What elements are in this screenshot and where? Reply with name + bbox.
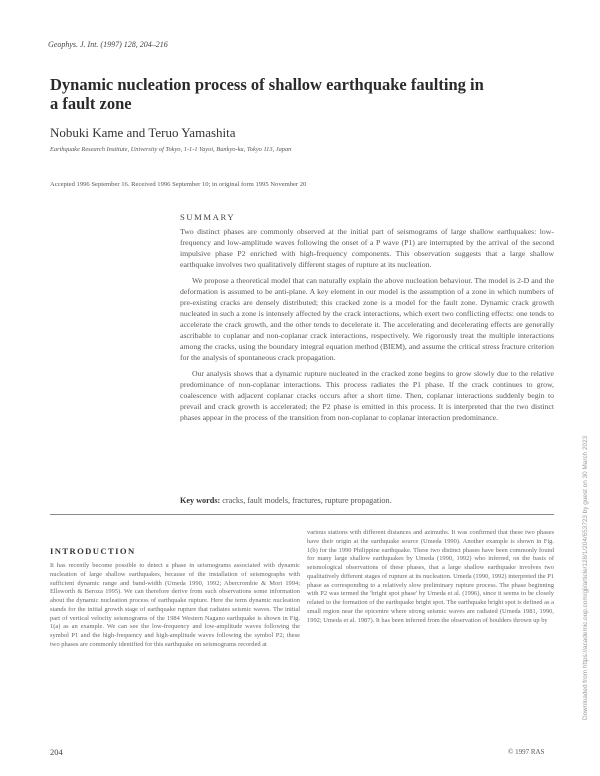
keywords-line xyxy=(180,496,554,505)
introduction-right-column xyxy=(307,529,554,625)
author-affiliation: Earthquake Research Institute, University of Tokyo, 1-1-1 Yayoi, Bunkyo-ku, Tokyo 113, Japan xyxy=(50,146,292,153)
summary-heading: SUMMARY xyxy=(180,212,236,222)
keywords-list: cracks, fault models, fractures, rupture propagation. xyxy=(222,496,392,505)
journal-reference: Geophys. J. Int. (1997) 128, 204–216 xyxy=(48,40,168,49)
article-authors: Nobuki Kame and Teruo Yamashita xyxy=(50,125,236,140)
download-watermark: Downloaded from https://academic.oup.com/gji/article/128/1/204/653723 by guest on 30 March 2023 xyxy=(582,435,589,720)
page-number: 204 xyxy=(50,747,63,757)
article-title: Dynamic nucleation process of shallow earthquake faulting in a fault zone xyxy=(50,75,484,113)
summary-paragraph: Our analysis shows that a dynamic rupture nucleated in the cracked zone begins to grow slowly due to the relative predominance of non-coplanar interactions. This process radiates the P1 phase. If the crack continues to grow, coalescence with adjacent coplanar cracks occurs after a short time. Then, coplanar interactions suddenly begin to prevail and crack growth is accelerated; the P2 phase is emitted in this process. It is interpreted that the two distinct phases appear in the process of the transition from non-coplanar to coplanar interaction predominance. xyxy=(180,369,554,422)
introduction-heading: INTRODUCTION xyxy=(50,546,136,556)
summary-body xyxy=(180,226,554,423)
introduction-paragraph: It has recently become possible to detect a phase in seismograms associated with dynamic nucleation of large shallow earthquakes, because of the installation of seismographs with sufficient dynamic range and band-width (Umeda 1990, 1992; Abercrombie & Mori 1994; Ellsworth & Beroza 1995). We can therefore derive from such observations some information about the dynamic nucleation process of earthquake rupture. Here the term dynamic nucleation stands for the initial growth stage of earthquake rupture that radiates seismic waves. The initial part of vertical velocity seismograms of the 1984 Western Nagano earthquake is shown in Fig. 1(a) as an example. We can see the low-frequency and low-amplitude waves following the symbol P1 and the high-frequency and high-amplitude waves following the symbol P2; these two phases are commonly identified for this earthquake on seismograms recorded at xyxy=(50,562,300,648)
introduction-paragraph: various stations with different distances and azimuths. It was confirmed that these two phases have their origin at the earthquake source (Umeda 1990). Another example is shown in Fig. 1(b) for the 1990 Philippine earthquake. These two distinct phases have been commonly found for many large shallow earthquakes by Umeda (1990, 1992) who inferred, on the basis of seismological observations of these phases, that a large shallow earthquake involves two qualitatively different stages of rupture at its nucleation. Umeda (1990, 1992) interpreted the P1 phase as corresponding to a relatively slow preliminary rupture process. The phase beginning with P2 was termed the 'bright spot phase' by Umeda et al. (1996), since it seems to be closely related to the formation of the earthquake bright spot. The earthquake bright spot is defined as a small region near the epicentre where strong seismic waves are radiated (Umeda 1981, 1990, 1992; Umeda et al. 1987). It has been inferred from the observation of boulders thrown up by xyxy=(307,529,554,624)
accepted-received-dates: Accepted 1996 September 16. Received 1996 September 10; in original form 1995 November 20 xyxy=(50,181,307,188)
summary-paragraph: We propose a theoretical model that can naturally explain the above nucleation behaviour. The model is 2-D and the deformation is assumed to be anti-plane. A key element in our model is the assumption of a zone in which numbers of pre-existing cracks are densely distributed; this cracked zone is a model for the fault zone. Dynamic crack growth nucleated in such a zone is intensely affected by the crack interactions, which exert two conflicting effects: one tends to accelerate the crack growth, and the other tends to decelerate it. The accelerating and decelerating effects are generally ascribable to coplanar and non-coplanar crack interactions, respectively. We rigorously treat the multiple interactions among the cracks, using the boundary integral equation method (BIEM), and assume the critical stress fracture criterion for the analysis of spontaneous crack propagation. xyxy=(180,276,554,362)
section-divider xyxy=(50,514,554,515)
summary-paragraph: Two distinct phases are commonly observed at the initial part of seismograms of large shallow earthquakes: low-frequency and low-amplitude waves following the onset of a P wave (P1) are interrupted by the arrival of the second impulsive phase P2 enriched with high-frequency components. This observation suggests that a large shallow earthquake involves two qualitatively different stages of rupture at its nucleation. xyxy=(180,227,554,269)
copyright-notice: © 1997 RAS xyxy=(508,748,545,756)
keywords-label: Key words: xyxy=(180,496,221,505)
introduction-left-column xyxy=(50,562,300,650)
